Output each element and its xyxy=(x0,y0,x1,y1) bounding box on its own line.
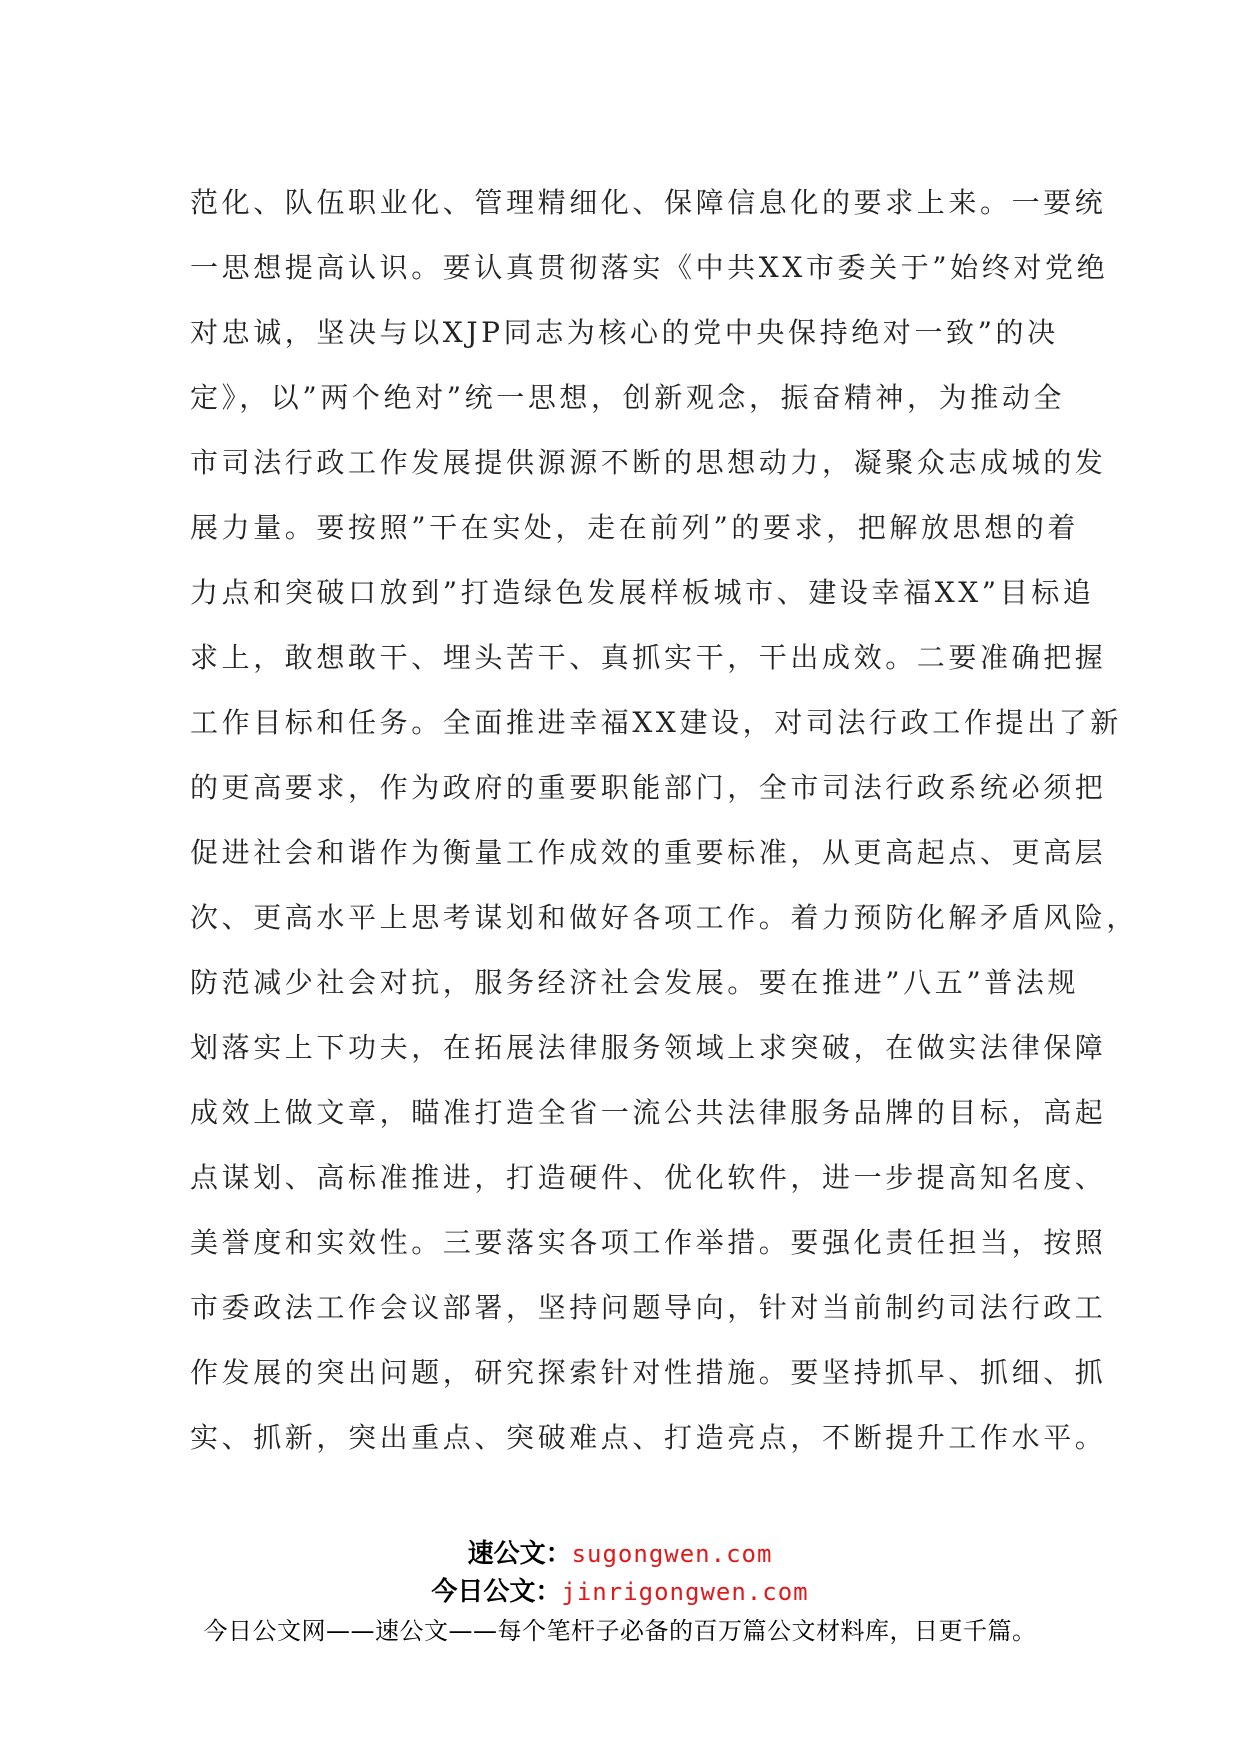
footer-slogan: 今日公文网——速公文——每个笔杆子必备的百万篇公文材料库，日更千篇。 xyxy=(203,1617,1037,1645)
text-line: 展力量。要按照”干在实处，走在前列”的要求，把解放思想的着 xyxy=(190,511,1080,544)
text-line: 力点和突破口放到”打造绿色发展样板城市、建设幸福XX”目标追 xyxy=(190,576,1095,609)
text-line: 一思想提高认识。要认真贯彻落实《中共XX市委关于”始终对党绝 xyxy=(190,251,1109,284)
text-line: 求上，敢想敢干、埋头苦干、真抓实干，干出成效。二要准确把握 xyxy=(190,641,1107,674)
text-line: 市委政法工作会议部署，坚持问题导向，针对当前制约司法行政工 xyxy=(190,1291,1107,1324)
site2-link[interactable]: jinrigongwen.com xyxy=(561,1578,809,1606)
text-line: 作发展的突出问题，研究探索针对性措施。要坚持抓早、抓细、抓 xyxy=(190,1356,1107,1389)
text-line: 工作目标和任务。全面推进幸福XX建设，对司法行政工作提出了新 xyxy=(190,706,1122,739)
site2-label: 今日公文： xyxy=(431,1577,562,1607)
text-line: 对忠诚，坚决与以XJP同志为核心的党中央保持绝对一致”的决 xyxy=(190,316,1059,349)
text-line: 市司法行政工作发展提供源源不断的思想动力，凝聚众志成城的发 xyxy=(190,446,1107,479)
text-line: 定》，以”两个绝对”统一思想，创新观念，振奋精神，为推动全 xyxy=(190,381,1066,414)
body-text xyxy=(190,170,1139,1470)
text-line: 的更高要求，作为政府的重要职能部门，全市司法行政系统必须把 xyxy=(190,771,1107,804)
text-line: 防范减少社会对抗，服务经济社会发展。要在推进”八五”普法规 xyxy=(190,966,1080,999)
text-line: 次、更高水平上思考谋划和做好各项工作。着力预防化解矛盾风险， xyxy=(190,901,1139,934)
site1-link[interactable]: sugongwen.com xyxy=(571,1540,773,1568)
footer xyxy=(0,1535,1240,1651)
text-line: 范化、队伍职业化、管理精细化、保障信息化的要求上来。一要统 xyxy=(190,186,1107,219)
text-line: 美誉度和实效性。三要落实各项工作举措。要强化责任担当，按照 xyxy=(190,1226,1107,1259)
footer-site-jinrigongwen xyxy=(0,1573,1240,1611)
text-line: 点谋划、高标准推进，打造硬件、优化软件，进一步提高知名度、 xyxy=(190,1161,1107,1194)
footer-site-sugongwen xyxy=(0,1535,1240,1573)
text-line: 实、抓新，突出重点、突破难点、打造亮点，不断提升工作水平。 xyxy=(190,1421,1107,1454)
text-line: 划落实上下功夫，在拓展法律服务领域上求突破，在做实法律保障 xyxy=(190,1031,1107,1064)
site1-label: 速公文： xyxy=(467,1539,572,1569)
text-line: 成效上做文章，瞄准打造全省一流公共法律服务品牌的目标，高起 xyxy=(190,1096,1107,1129)
text-line: 促进社会和谐作为衡量工作成效的重要标准，从更高起点、更高层 xyxy=(190,836,1107,869)
